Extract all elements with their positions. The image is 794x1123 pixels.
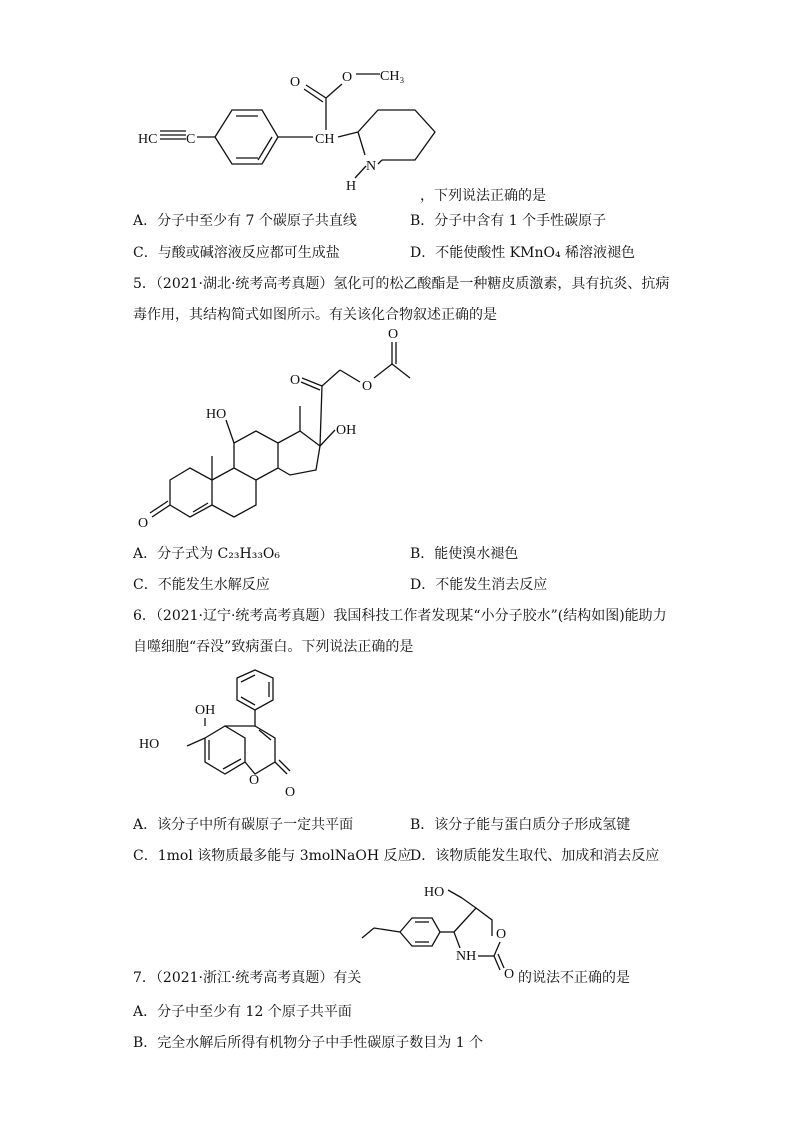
q4-option-a: A．分子中至少有 7 个碳原子共直线 [133, 213, 357, 229]
q4-label-ch3: CH₃ [380, 69, 405, 84]
q7-label-o-ring: O [496, 927, 507, 942]
q4-option-b: B．分子中含有 1 个手性碳原子 [410, 213, 607, 229]
q5-option-a: A．分子式为 C₂₃H₃₃O₆ [133, 546, 281, 562]
q6-option-a: A．该分子中所有碳原子一定共平面 [133, 817, 354, 833]
q5-label-o4: O [138, 516, 149, 531]
q4-stem-tail: ，下列说法正确的是 [420, 188, 546, 204]
q6-option-b: B．该分子能与蛋白质分子形成氢键 [410, 817, 631, 833]
q5-option-d: D．不能发生消去反应 [410, 577, 548, 593]
q5-label-ho: HO [206, 407, 227, 422]
q6-option-c: C．1mol 该物质最多能与 3molNaOH 反应 [133, 848, 412, 864]
q4-label-o-top: O [290, 75, 301, 90]
q4-option-c: C．与酸或碱溶液反应都可生成盐 [133, 245, 340, 261]
q6-label-ho: HO [139, 737, 160, 752]
q5-option-c: C．不能发生水解反应 [133, 577, 270, 593]
q5-stem-line2: 毒作用，其结构简式如图所示。有关该化合物叙述正确的是 [133, 307, 497, 323]
q7-stem-suffix: 的说法不正确的是 [518, 970, 630, 986]
q5-structure [130, 327, 450, 540]
q4-label-hc: HC [138, 132, 158, 147]
q7-label-o-co: O [504, 967, 515, 982]
q7-stem-prefix: 7．（2021·浙江·统考高考真题）有关 [133, 970, 362, 986]
q7-option-a: A．分子中至少有 12 个原子共平面 [133, 1004, 352, 1020]
q6-label-o-ring: O [249, 773, 260, 788]
q7-label-ho: HO [424, 885, 445, 900]
q6-structure [135, 668, 335, 808]
q4-label-o-ester: O [342, 70, 353, 85]
q4-label-n: N [366, 159, 377, 174]
q6-label-oh: OH [195, 703, 216, 718]
q5-label-oh: OH [336, 423, 357, 438]
q5-stem-line1: 5．（2021·湖北·统考高考真题）氢化可的松乙酸酯是一种糖皮质激素，具有抗炎、抗病 [133, 276, 670, 292]
q5-option-b: B．能使溴水褪色 [410, 546, 519, 562]
q6-stem-line1: 6．（2021·辽宁·统考高考真题）我国科技工作者发现某“小分子胶水”(结构如图)能助力 [133, 608, 667, 624]
q7-label-nh: NH [456, 949, 477, 964]
q4-label-ch: CH [315, 132, 335, 147]
q5-label-o3: O [388, 327, 399, 342]
q5-label-o1: O [290, 373, 301, 388]
q4-label-h: H [346, 179, 357, 194]
q4-option-d: D．不能使酸性 KMnO₄ 稀溶液褪色 [410, 245, 636, 261]
q4-structure [130, 60, 430, 200]
q4-label-c: C [186, 132, 196, 147]
q7-option-b: B．完全水解后所得有机物分子中手性碳原子数目为 1 个 [133, 1035, 484, 1051]
q7-structure [360, 878, 530, 982]
q6-stem-line2: 自噬细胞“吞没”致病蛋白。下列说法正确的是 [133, 639, 414, 655]
q6-label-o-co: O [285, 785, 296, 800]
q5-label-o2: O [362, 379, 373, 394]
q6-option-d: D．该物质能发生取代、加成和消去反应 [410, 848, 660, 864]
